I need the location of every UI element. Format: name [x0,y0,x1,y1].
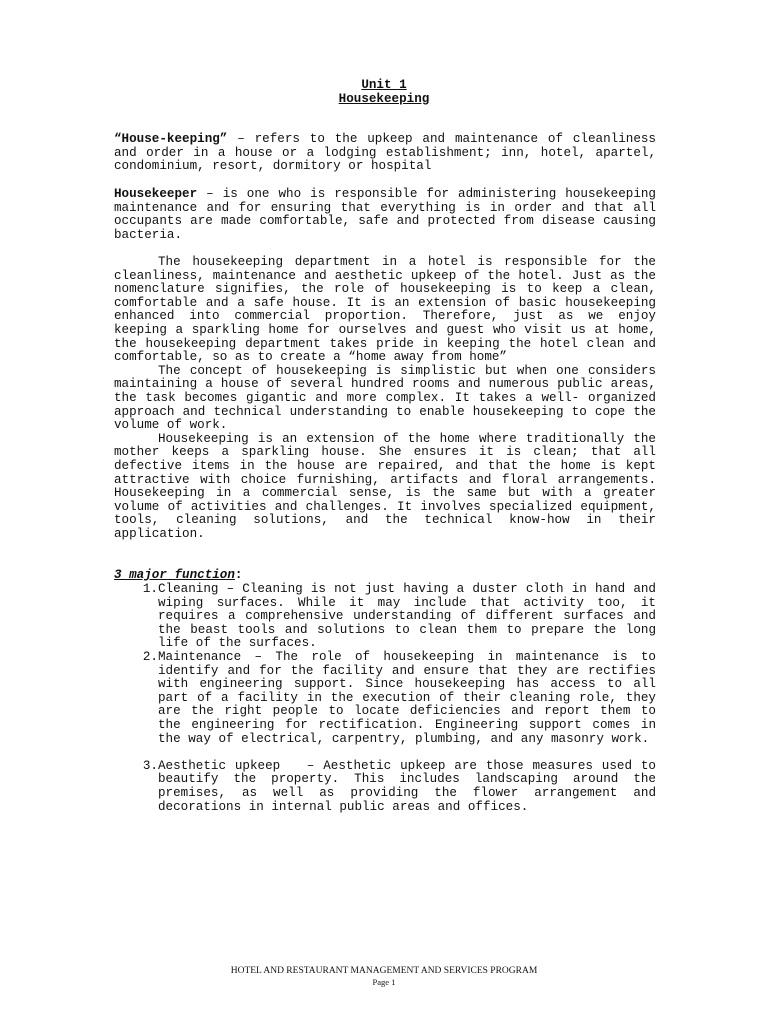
list-item [114,583,656,651]
paragraph: The housekeeping department in a hotel is responsible for the cleanliness, maintenance and aesthetic upkeep of the hotel. Just as the nomenclature signifies, the role of housekeeping is to keep a clean, comfortable and a safe house. It is an extension of basic housekeeping enhanced into commercial proportion. Therefore, just as we enjoy keeping a sparkling home for ourselves and guest who visit us at home, the housekeeping department takes pride in keeping the hotel clean and comfortable, so as to create a “home away from home” [114,255,656,365]
functions-heading-text: 3 major function [114,568,235,582]
page-header [0,79,768,107]
page-title: Housekeeping [338,92,430,106]
definition-housekeeping-text: – refers to the upkeep and maintenance of cleanliness and order in a house or a lodging establishment; inn, hotel, apartel, condominium, resort, dormitory or hospital [114,132,656,174]
term-housekeeper: Housekeeper [114,187,198,201]
list-item-text: Maintenance – The role of housekeeping in maintenance is to identify and for the facility and ensure that they are rectifies with engineering support. Since housekeeping has access to all part of a facility in the execution of their cleaning role, they are the right people to locate deficiencies and report them to the engineering for rectification. Engineering support comes in the way of electrical, carpentry, plumbing, and any masonry work. [158,649,656,746]
footer-program: HOTEL AND RESTAURANT MANAGEMENT AND SERVICES PROGRAM [230,966,538,976]
paragraph: Housekeeping is an extension of the home where traditionally the mother keeps a sparkling house. She ensures it is clean; that all defective items in the house are repaired, and that the home is kept attractive with choice furnishing, artifacts and floral arrangements. Housekeeping in a commercial sense, is the same but with a greater volume of activities and challenges. It involves specialized equipment, tools, cleaning solutions, and the technical know-how in their application. [114,431,656,541]
paragraph: The concept of housekeeping is simplistic but when one considers maintaining a house of several hundred rooms and numerous public areas, the task becomes gigantic and more complex. It takes a well- organized approach and technical understanding to enable housekeeping to cope the volume of work. [114,363,656,433]
list-item-number: 2. [142,649,158,664]
functions-heading [114,569,656,583]
functions-heading-colon: : [234,568,243,582]
footer-page-number: Page 1 [372,977,396,987]
list-item-text: Aesthetic upkeep – Aesthetic upkeep are those measures used to beautify the property. This includes landscaping around the premises, as well as providing the flower arrangement and decorations in internal public areas and offices. [158,758,664,814]
unit-title: Unit 1 [361,78,407,92]
list-item [114,651,656,746]
definition-housekeeper [114,188,656,242]
definition-housekeeper-text: – is one who is responsible for administering housekeeping maintenance and for ensuring that everything is in order and that all occupants are made comfortable, safe and protected from disease causing bacteria. [114,187,656,242]
definition-housekeeping [114,133,656,174]
body-paragraphs [114,256,656,541]
term-housekeeping: “House-keeping” [114,132,228,146]
list-item-number: 1. [142,582,158,596]
functions-list [114,582,664,814]
list-item-number: 3. [142,758,158,773]
list-item [114,758,664,814]
list-item-text: Cleaning – Cleaning is not just having a duster cloth in hand and wiping surfaces. While it may include that activity too, it requires a comprehensive understanding of different surfaces and the beast tools and solutions to clean them to prepare the long life of the surfaces. [158,582,656,651]
